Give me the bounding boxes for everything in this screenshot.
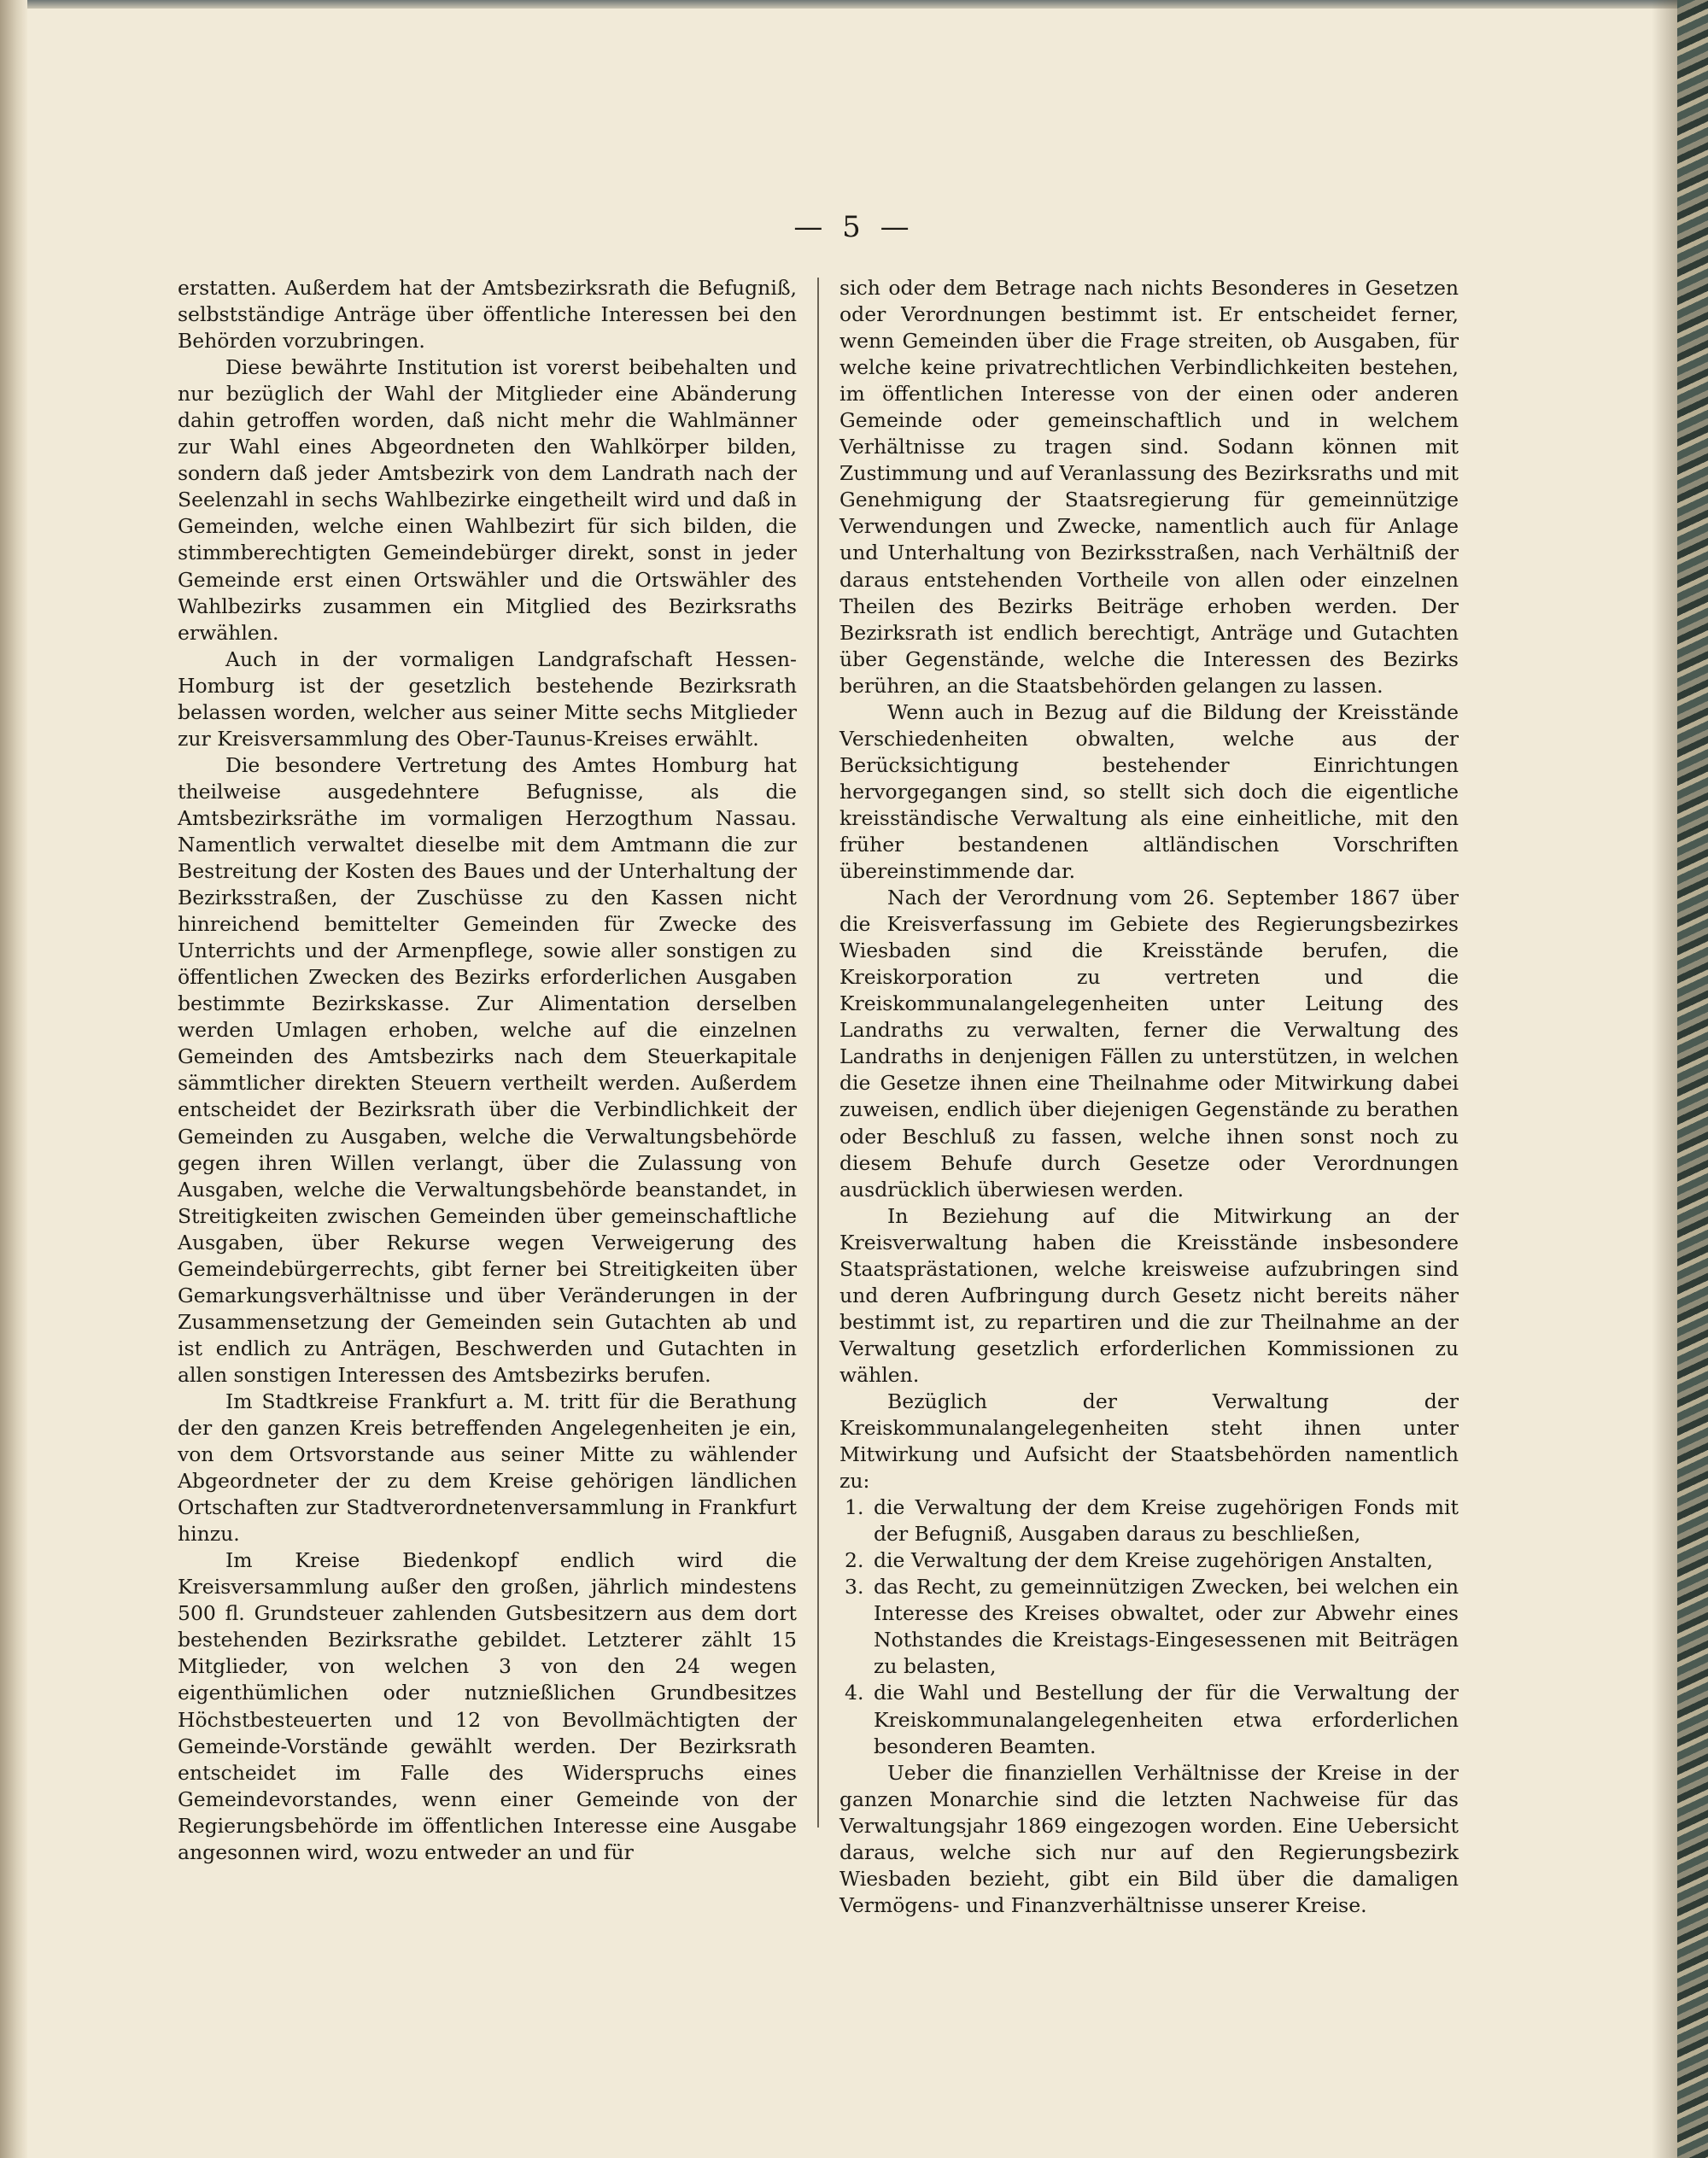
paragraph: erstatten. Außerdem hat der Amtsbezirksrath die Befugniß, selbstständige Anträge über öffentliche Interessen bei den Behörden vorzubringen.	[178, 276, 797, 354]
paragraph: Diese bewährte Institution ist vorerst beibehalten und nur bezüglich der Wahl der Mitglieder eine Abänderung dahin getroffen worden, daß nicht mehr die Wahlmänner zur Wahl eines Abgeordneten den Wahlkörper bilden, sondern daß jeder Amtsbezirk von dem Landrath nach der Seelenzahl in sechs Wahlbezirke eingetheilt wird und daß in Gemeinden, welche einen Wahlbezirt für sich bilden, die stimmberechtigten Gemeindebürger direkt, sonst in jeder Gemeinde erst einen Ortswähler und die Ortswähler des Wahlbezirks zusammen ein Mitglied des Bezirksraths erwählen.	[178, 355, 797, 645]
paragraph: Ueber die finanziellen Verhältnisse der Kreise in der ganzen Monarchie sind die letzten Nachweise für das Verwaltungsjahr 1869 eingezogen worden. Eine Uebersicht daraus, welche sich nur auf den Regierungsbezirk Wiesbaden bezieht, gibt ein Bild über die damaligen Vermögens- und Finanzverhältnisse unserer Kreise.	[839, 1760, 1459, 1917]
left-text-column	[178, 275, 797, 1866]
list-item	[839, 1574, 1459, 1680]
page-number: — 5 —	[793, 210, 915, 244]
list-number: 1.	[845, 1495, 864, 1520]
paragraph: Im Kreise Biedenkopf endlich wird die Kreisversammlung außer den großen, jährlich mindestens 500 fl. Grundsteuer zahlenden Gutsbesitzern aus dem dort bestehenden Bezirksrathe gebildet. Letzterer zählt 15 Mitglieder, von welchen 3 von den 24 wegen eigenthümlichen oder nutznießlichen Grundbesitzes Höchstbesteuerten und 12 von Bevollmächtigten der Gemeinde-Vorstände gewählt werden. Der Bezirksrath entscheidet im Falle des Widerspruchs eines Gemeindevorstandes, wenn einer Gemeinde von der Regierungsbehörde im öffentlichen Interesse eine Ausgabe angesonnen wird, wozu entweder an und für	[178, 1548, 797, 1864]
list-text: die Verwaltung der dem Kreise zugehörigen Anstalten,	[874, 1548, 1433, 1573]
page-gutter-shadow	[1652, 0, 1677, 2158]
scan-top-edge	[0, 0, 1708, 9]
list-text: die Verwaltung der dem Kreise zugehörigen Fonds mit der Befugniß, Ausgaben daraus zu beschließen,	[874, 1495, 1459, 1547]
list-text: die Wahl und Bestellung der für die Verwaltung der Kreiskommunalangelegenheiten etwa erforderlichen besonderen Beamten.	[874, 1681, 1459, 1758]
paragraph: Die besondere Vertretung des Amtes Homburg hat theilweise ausgedehntere Befugnisse, als die Amtsbezirksräthe im vormaligen Herzogthum Nassau. Namentlich verwaltet dieselbe mit dem Amtmann die zur Bestreitung der Kosten des Baues und der Unterhaltung der Bezirksstraßen, der Zuschüsse zu den Kassen nicht hinreichend bemittelter Gemeinden für Zwecke des Unterrichts und der Armenpflege, sowie aller sonstigen zu öffentlichen Zwecken des Bezirks erforderlichen Ausgaben bestimmte Bezirkskasse. Zur Alimentation derselben werden Umlagen erhoben, welche auf die einzelnen Gemeinden des Amtsbezirks nach dem Steuerkapitale sämmtlicher direkten Steuern vertheilt werden. Außerdem entscheidet der Bezirksrath über die Verbindlichkeit der Gemeinden zu Ausgaben, welche die Verwaltungsbehörde gegen ihren Willen verlangt, über die Zulassung von Ausgaben, welche die Verwaltungsbehörde beanstandet, in Streitigkeiten zwischen Gemeinden über gemeinschaftliche Ausgaben, über Rekurse wegen Verweigerung des Gemeindebürgerrechts, gibt ferner bei Streitigkeiten über Gemarkungsverhältnisse und über Veränderungen in der Zusammensetzung der Gemeinden sein Gutachten ab und ist endlich zu Anträgen, Beschwerden und Gutachten in allen sonstigen Interessen des Amtsbezirks berufen.	[178, 752, 797, 1387]
enumerated-list	[839, 1494, 1459, 1759]
column-divider	[817, 278, 819, 1828]
paragraph: In Beziehung auf die Mitwirkung an der Kreisverwaltung haben die Kreisstände insbesondere Staatsprästationen, welche kreisweise aufzubringen sind und deren Aufbringung durch Gesetz nicht bereits näher bestimmt ist, zu repartiren und die zur Theilnahme an der Verwaltung gesetzlich erforderlichen Kommissionen zu wählen.	[839, 1203, 1459, 1387]
paragraph: sich oder dem Betrage nach nichts Besonderes in Gesetzen oder Verordnungen bestimmt ist. Er entscheidet ferner, wenn Gemeinden über die Frage streiten, ob Ausgaben, für welche keine privatrechtlichen Verbindlichkeiten bestehen, im öffentlichen Interesse von der einen oder anderen Gemeinde oder gemeinschaftlich und in welchem Verhältnisse zu tragen sind. Sodann können mit Zustimmung und auf Veranlassung des Bezirksraths und mit Genehmigung der Staatsregierung für gemeinnützige Verwendungen und Zwecke, namentlich auch für Anlage und Unterhaltung von Bezirksstraßen, nach Verhältniß der daraus entstehenden Vortheile von allen oder einzelnen Theilen des Bezirks Beiträge erhoben werden. Der Bezirksrath ist endlich berechtigt, Anträge und Gutachten über Gegenstände, welche die Interessen des Bezirks berühren, an die Staatsbehörden gelangen zu lassen.	[839, 276, 1459, 698]
list-item	[839, 1494, 1459, 1547]
paragraph: Im Stadtkreise Frankfurt a. M. tritt für die Berathung der den ganzen Kreis betreffenden Angelegenheiten je ein, von dem Ortsvorstande aus seiner Mitte zu wählender Abgeordneter der zu dem Kreise gehörigen ländlichen Ortschaften zur Stadtverordnetenversammlung in Frankfurt hinzu.	[178, 1389, 797, 1547]
scan-left-edge	[0, 0, 27, 2158]
list-number: 2.	[845, 1548, 864, 1573]
paragraph: Bezüglich der Verwaltung der Kreiskommunalangelegenheiten steht ihnen unter Mitwirkung und Aufsicht der Staatsbehörden namentlich zu:	[839, 1389, 1459, 1494]
marbled-binding	[1677, 0, 1708, 2158]
list-number: 3.	[845, 1575, 864, 1599]
paragraph: Nach der Verordnung vom 26. September 1867 über die Kreisverfassung im Gebiete des Regierungsbezirkes Wiesbaden sind die Kreisstände berufen, die Kreiskorporation zu vertreten und die Kreiskommunalangelegenheiten unter Leitung des Landraths zu verwalten, ferner die Verwaltung des Landraths in denjenigen Fällen zu unterstützen, in welchen die Gesetze ihnen eine Theilnahme oder Mitwirkung dabei zuweisen, endlich über diejenigen Gegenstände zu berathen oder Beschluß zu fassen, welche ihnen sonst noch zu diesem Behufe durch Gesetze oder Verordnungen ausdrücklich überwiesen werden.	[839, 886, 1459, 1202]
paragraph: Auch in der vormaligen Landgrafschaft Hessen-Homburg ist der gesetzlich bestehende Bezirksrath belassen worden, welcher aus seiner Mitte sechs Mitglieder zur Kreisversammlung des Ober-Taunus-Kreises erwählt.	[178, 646, 797, 751]
paragraph: Wenn auch in Bezug auf die Bildung der Kreisstände Verschiedenheiten obwalten, welche aus der Berücksichtigung bestehender Einrichtungen hervorgegangen sind, so stellt sich doch die eigentliche kreisständische Verwaltung als eine einheitliche, mit den früher bestandenen altländischen Vorschriften übereinstimmende dar.	[839, 699, 1459, 884]
list-item	[839, 1680, 1459, 1759]
right-text-column	[839, 275, 1459, 1919]
list-text: das Recht, zu gemeinnützigen Zwecken, bei welchen ein Interesse des Kreises obwaltet, oder zur Abwehr eines Nothstandes die Kreistags-Eingesessenen mit Beiträgen zu belasten,	[874, 1575, 1459, 1679]
list-item	[839, 1547, 1459, 1574]
list-number: 4.	[845, 1681, 864, 1705]
